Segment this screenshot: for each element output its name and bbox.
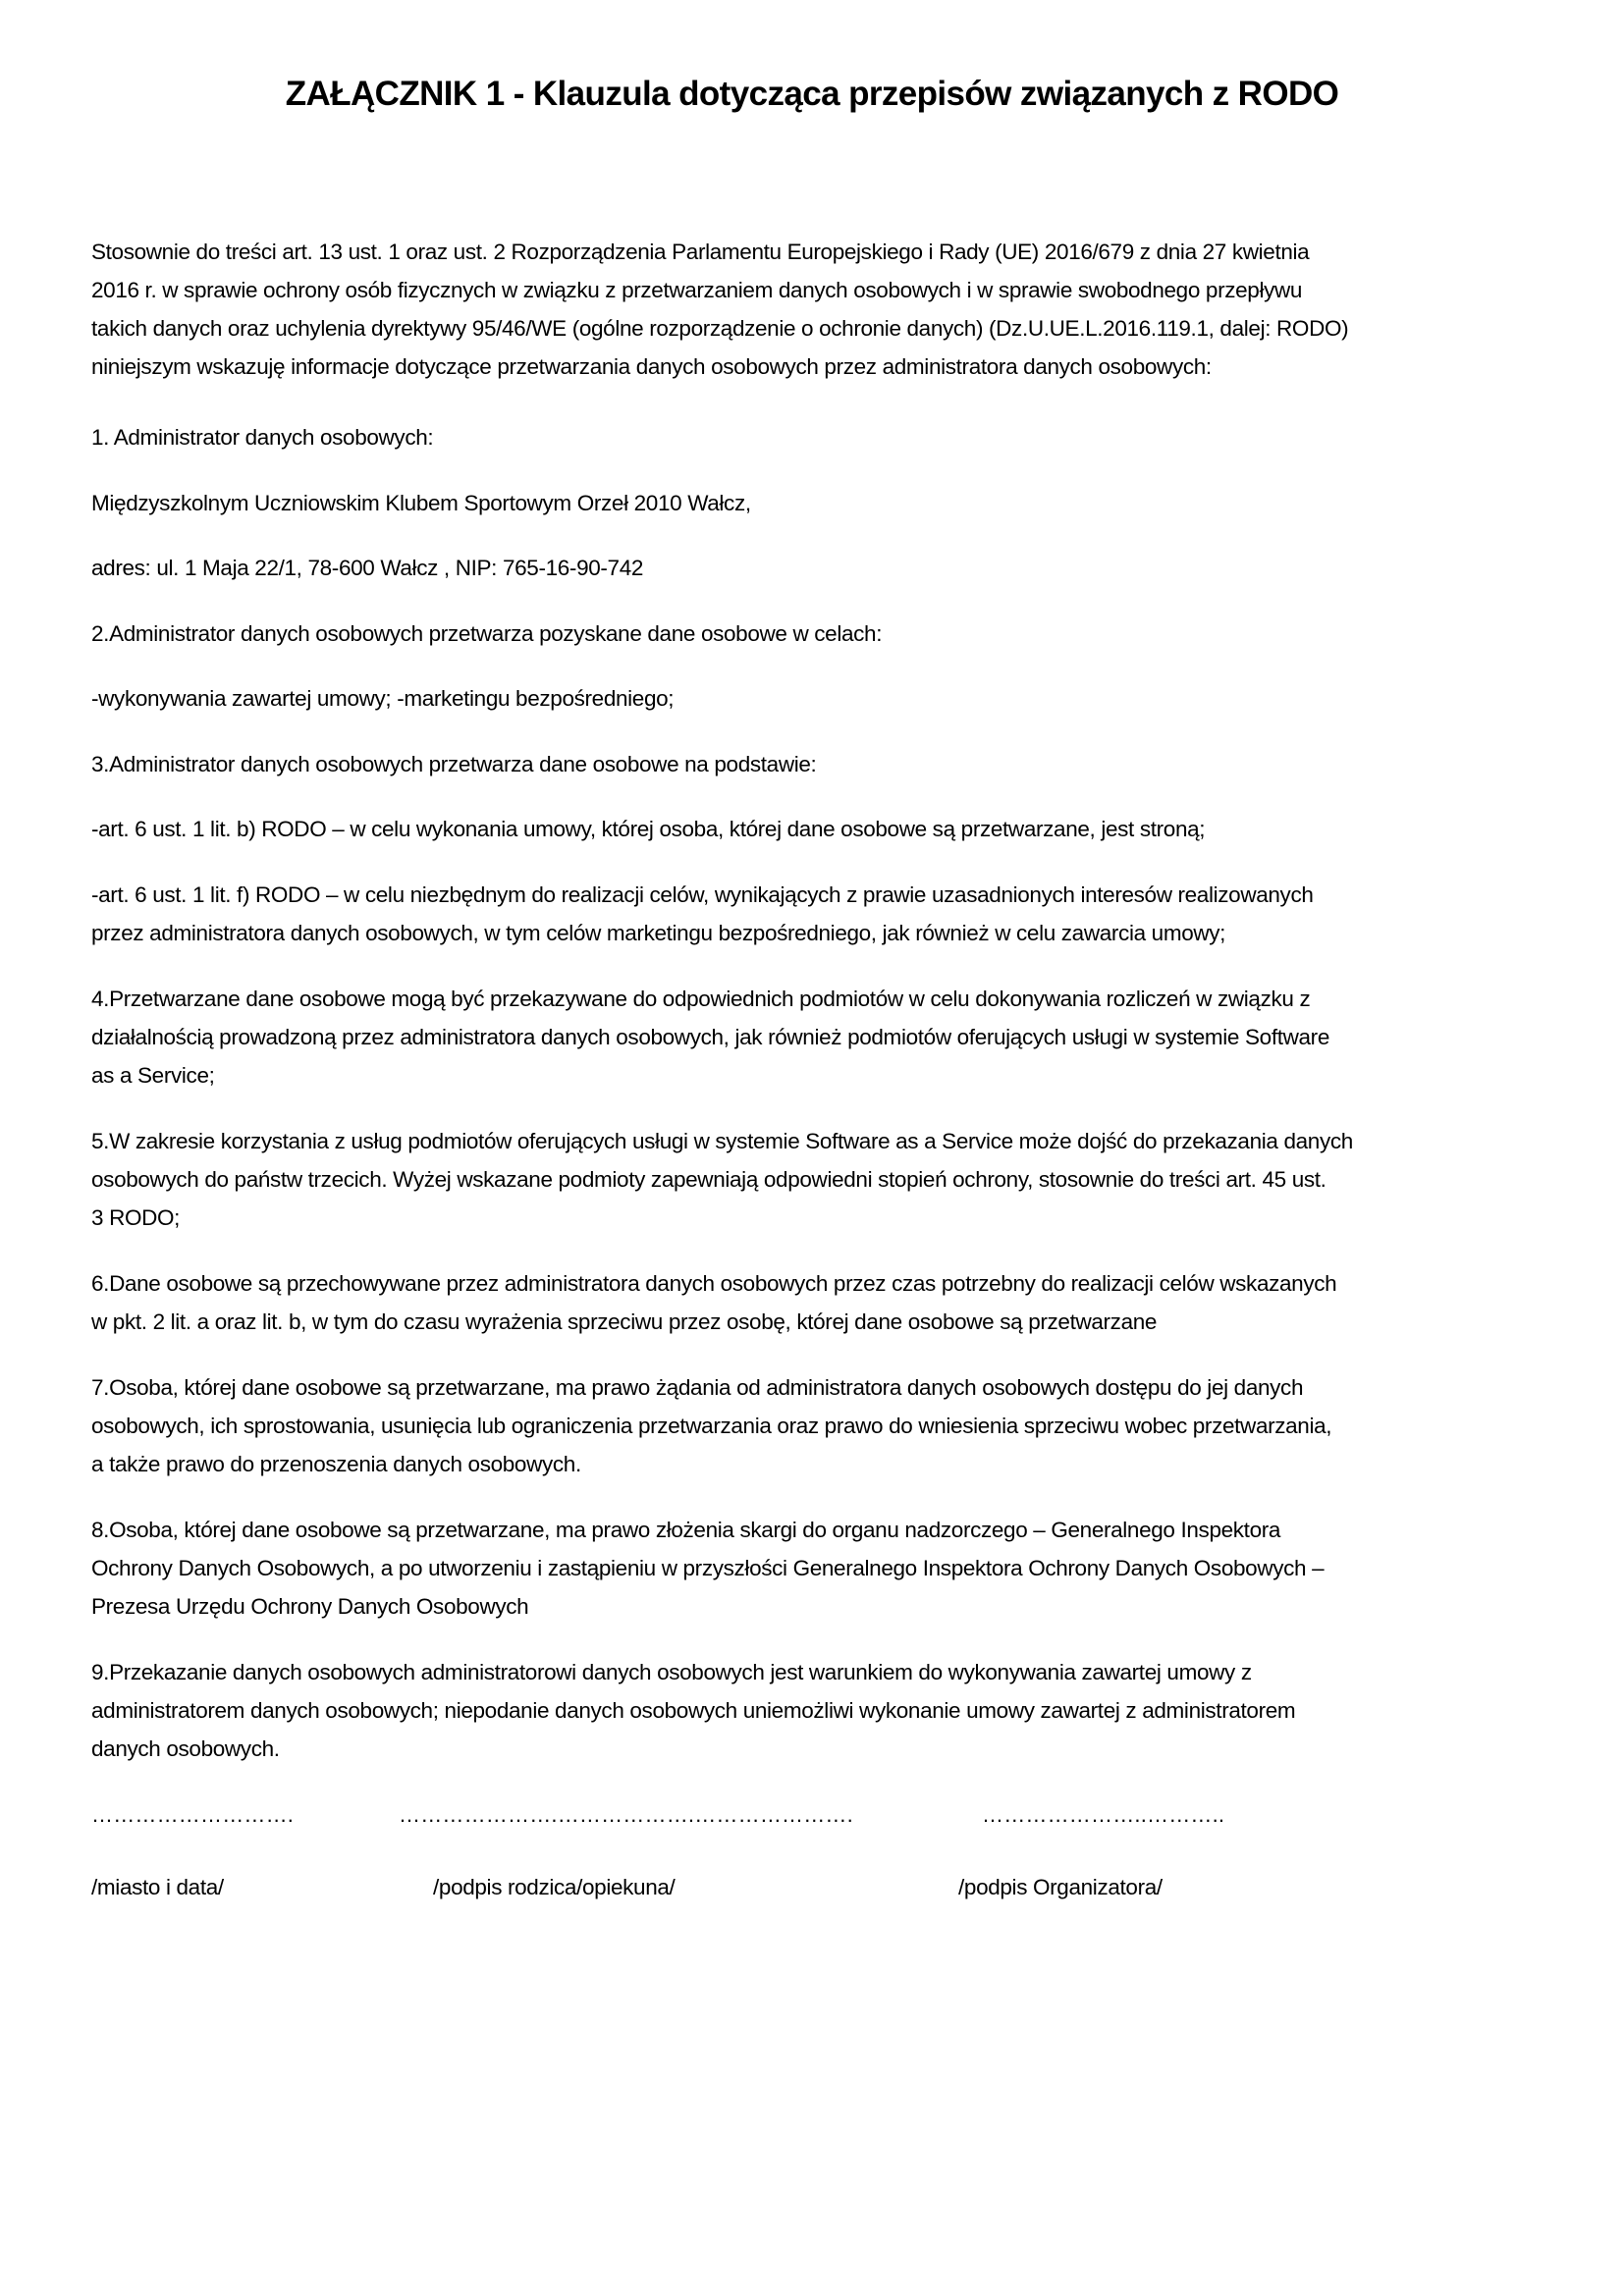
place-date-signature-line: ………………………. [91,1802,295,1827]
section-9-line: administratorem danych osobowych; niepodanie danych osobowych uniemożliwi wykonanie umowy zawartej z administratorem [91,1698,1296,1723]
section-1-heading: 1. Administrator danych osobowych: [91,425,434,450]
legal-basis-f-line: -art. 6 ust. 1 lit. f) RODO – w celu niezbędnym do realizacji celów, wynikających z prawie uzasadnionych interesów realizowanych [91,882,1314,907]
section-9-line: 9.Przekazanie danych osobowych administratorowi danych osobowych jest warunkiem do wykonywania zawartej umowy z [91,1660,1252,1684]
section-7-line: 7.Osoba, której dane osobowe są przetwarzane, ma prawo żądania od administratora danych osobowych dostępu do jej danych [91,1375,1304,1400]
legal-basis-f-line: przez administratora danych osobowych, w tym celów marketingu bezpośredniego, jak również w celu zawarcia umowy; [91,921,1226,945]
section-2-purposes-list: -wykonywania zawartej umowy; -marketingu bezpośredniego; [91,686,675,711]
administrator-name: Międzyszkolnym Uczniowskim Klubem Sportowym Orzeł 2010 Wałcz, [91,491,751,515]
organizer-signature-line: …………………..……….. [982,1802,1225,1827]
section-8-line: Prezesa Urzędu Ochrony Danych Osobowych [91,1594,529,1619]
section-4-line: 4.Przetwarzane dane osobowe mogą być przekazywane do odpowiednich podmiotów w celu dokonywania rozliczeń w związku z [91,987,1311,1011]
section-7-line: a także prawo do przenoszenia danych osobowych. [91,1452,581,1476]
section-5-line: osobowych do państw trzecich. Wyżej wskazane podmioty zapewniają odpowiedni stopień ochrony, stosownie do treści art. 45 ust. [91,1167,1326,1192]
section-6-line: w pkt. 2 lit. a oraz lit. b, w tym do czasu wyrażenia sprzeciwu przez osobę, której dane osobowe są przetwarzane [91,1309,1158,1334]
section-8-line: Ochrony Danych Osobowych, a po utworzeniu i zastąpieniu w przyszłości Generalnego Inspektora Ochrony Danych Osobowych – [91,1556,1325,1580]
section-8-line: 8.Osoba, której dane osobowe są przetwarzane, ma prawo złożenia skargi do organu nadzorczego – Generalnego Inspektora [91,1518,1281,1542]
intro-line: takich danych oraz uchylenia dyrektywy 95/46/WE (ogólne rozporządzenie o ochronie danych) (Dz.U.UE.L.2016.119.1, dalej: RODO) [91,316,1349,341]
section-4-line: działalnością prowadzoną przez administratora danych osobowych, jak również podmiotów oferujących usługi w systemie Software [91,1025,1329,1049]
administrator-address: adres: ul. 1 Maja 22/1, 78-600 Wałcz , NIP: 765-16-90-742 [91,556,644,580]
legal-basis-b: -art. 6 ust. 1 lit. b) RODO – w celu wykonania umowy, której osoba, której dane osobowe są przetwarzane, jest stroną; [91,817,1206,841]
section-5-line: 5.W zakresie korzystania z usług podmiotów oferujących usługi w systemie Software as a Service może dojść do przekazania danych [91,1129,1353,1153]
section-7-line: osobowych, ich sprostowania, usunięcia lub ograniczenia przetwarzania oraz prawo do wniesienia sprzeciwu wobec przetwarzania, [91,1414,1332,1438]
section-5-line: 3 RODO; [91,1205,181,1230]
parent-signature-line: ………………….……………….…………………. [399,1802,853,1827]
document-title: ZAŁĄCZNIK 1 - Klauzula dotycząca przepisów związanych z RODO [285,75,1339,113]
section-3-heading: 3.Administrator danych osobowych przetwarza dane osobowe na podstawie: [91,752,817,776]
section-9-line: danych osobowych. [91,1736,280,1761]
place-date-label: /miasto i data/ [91,1875,224,1899]
intro-line: niniejszym wskazuję informacje dotyczące przetwarzania danych osobowych przez administratora danych osobowych: [91,354,1212,379]
intro-line: Stosownie do treści art. 13 ust. 1 oraz ust. 2 Rozporządzenia Parlamentu Europejskiego i Rady (UE) 2016/679 z dnia 27 kwietnia [91,240,1310,264]
section-2-heading: 2.Administrator danych osobowych przetwarza pozyskane dane osobowe w celach: [91,621,883,646]
section-4-line: as a Service; [91,1063,215,1088]
intro-line: 2016 r. w sprawie ochrony osób fizycznych w związku z przetwarzaniem danych osobowych i w sprawie swobodnego przepływu [91,278,1303,302]
section-6-line: 6.Dane osobowe są przechowywane przez administratora danych osobowych przez czas potrzebny do realizacji celów wskazanych [91,1271,1337,1296]
organizer-signature-label: /podpis Organizatora/ [958,1875,1163,1899]
parent-signature-label: /podpis rodzica/opiekuna/ [433,1875,676,1899]
